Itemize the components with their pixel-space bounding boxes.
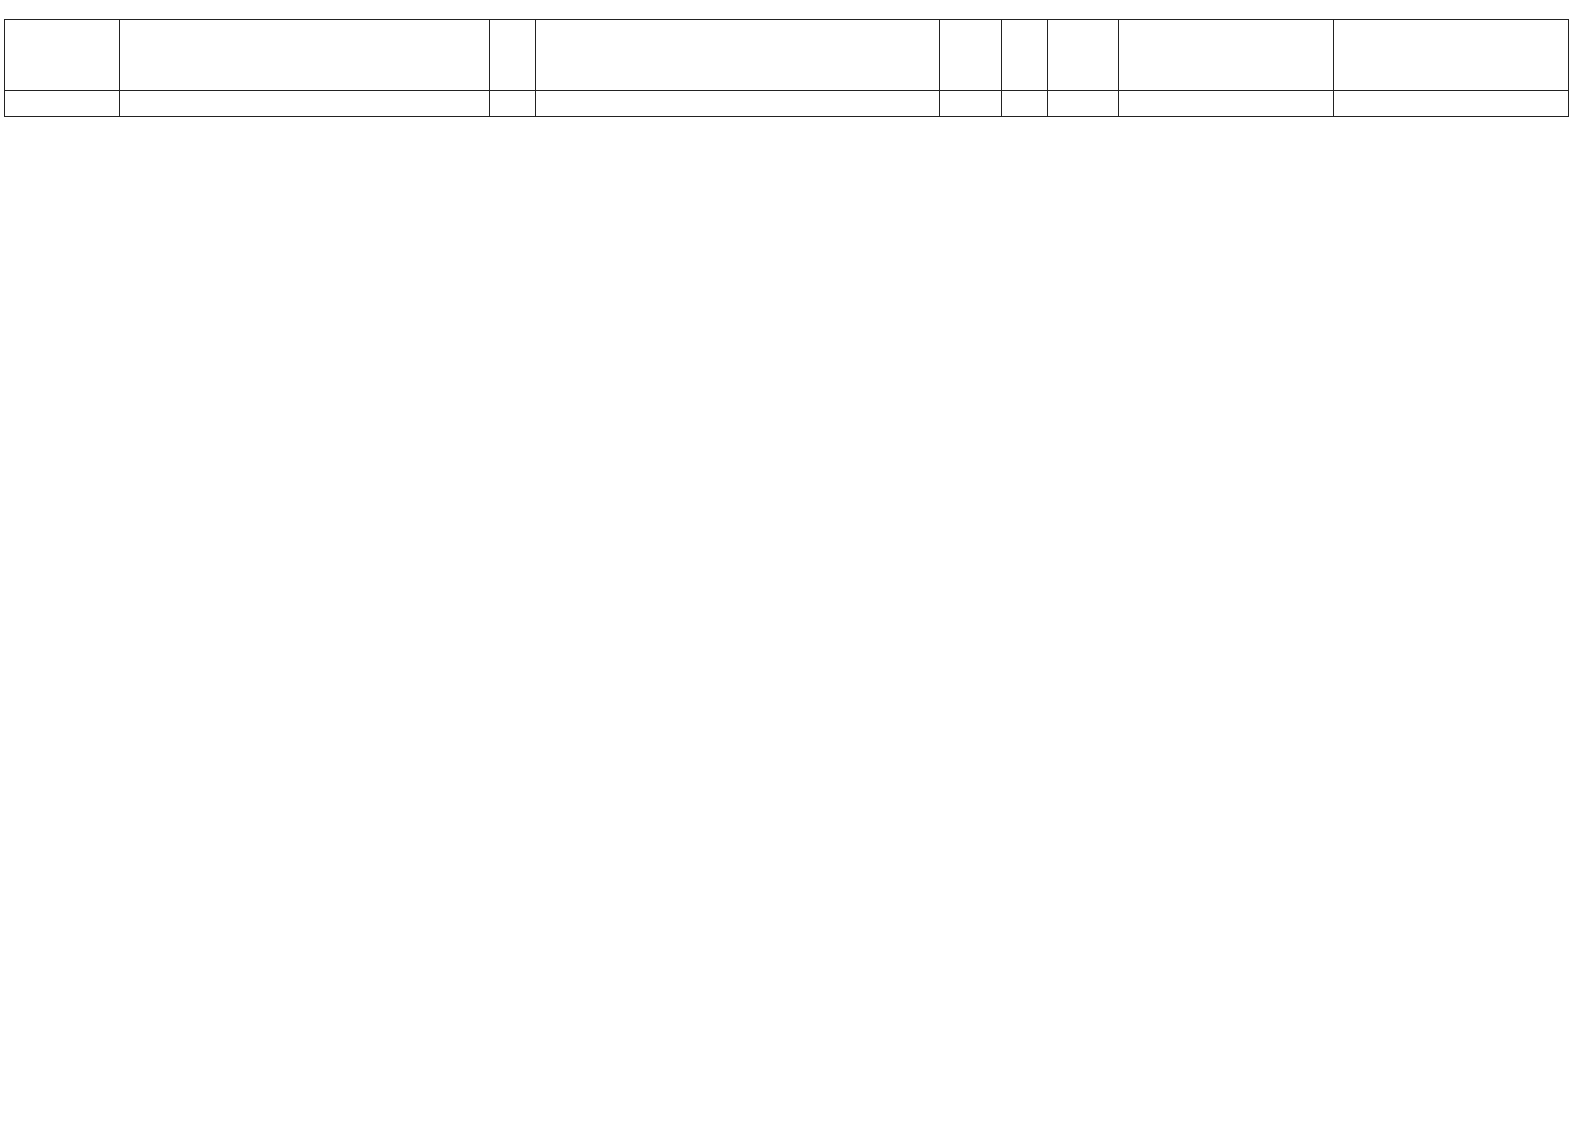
header-major-name xyxy=(536,20,940,91)
enrollment-table xyxy=(4,19,1569,117)
district-row xyxy=(5,91,1569,117)
district-section xyxy=(5,91,1569,117)
header-duration xyxy=(940,20,1002,91)
header-school-code xyxy=(5,20,120,91)
header-row xyxy=(5,20,1569,91)
header-extra-exam xyxy=(1002,20,1048,91)
header-school-name xyxy=(120,20,490,91)
header-region xyxy=(1119,20,1334,91)
header-major-code xyxy=(490,20,536,91)
header-enrollment xyxy=(1048,20,1119,91)
district-name xyxy=(120,91,490,117)
header-notes xyxy=(1334,20,1569,91)
